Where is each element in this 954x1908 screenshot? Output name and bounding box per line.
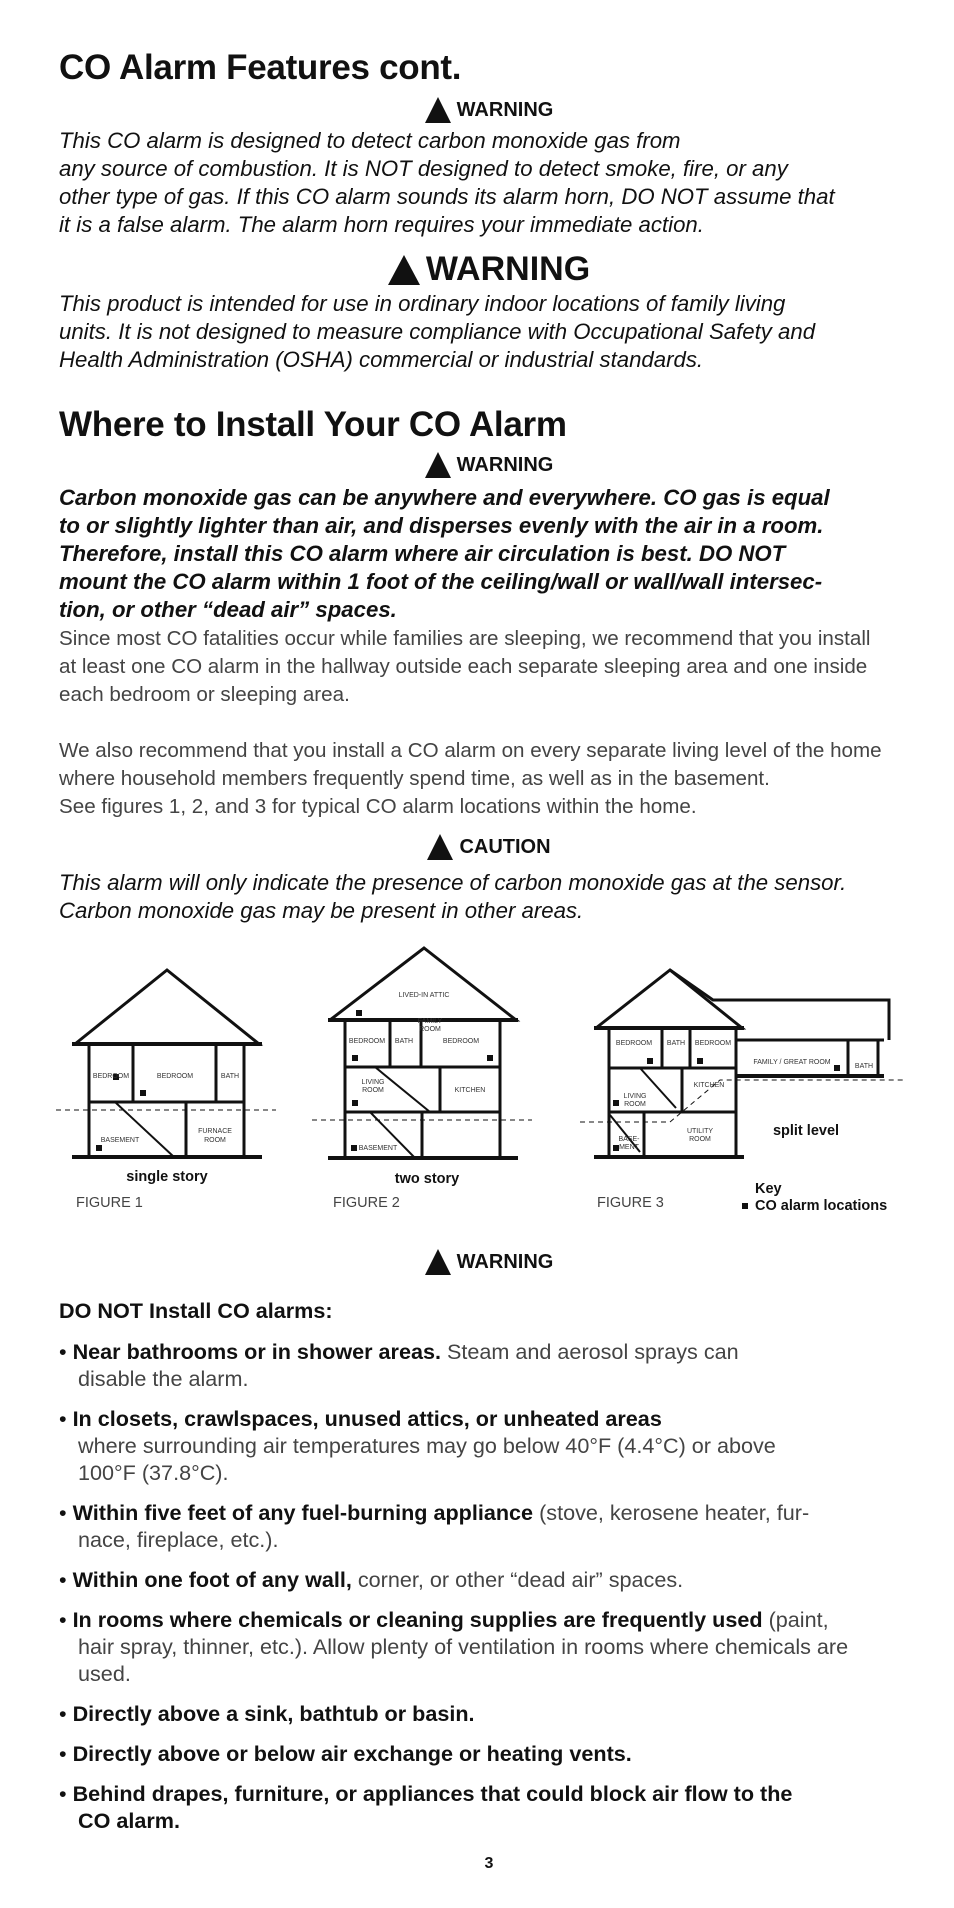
room-label: BEDROOM	[442, 1038, 480, 1045]
room-label: BEDROOM	[615, 1040, 653, 1047]
page-title: CO Alarm Features cont.	[59, 48, 462, 87]
figure-2-two-story	[312, 948, 532, 1158]
list-item: • Behind drapes, furniture, or appliances that could block air flow to the CO alarm.	[59, 1781, 793, 1833]
figure-caption: split level	[772, 1123, 840, 1139]
room-label: LIVING	[361, 1079, 385, 1086]
warning-triangle-icon	[388, 255, 420, 285]
room-label: BEDROOM	[92, 1073, 130, 1080]
room-label: BEDROOM	[348, 1038, 386, 1045]
do-not-install-heading: DO NOT Install CO alarms:	[59, 1298, 333, 1323]
list-item: • In closets, crawlspaces, unused attics, or unheated areas where surrounding air temperatures may go below 40°F (4.4°C) or above 100°F (37.8°C).	[59, 1406, 776, 1485]
section-title-install: Where to Install Your CO Alarm	[59, 405, 567, 444]
room-label: BEDROOM	[156, 1073, 194, 1080]
warning-heading-2: WARNING	[59, 250, 919, 289]
room-label: FAMILY / GREAT ROOM	[753, 1059, 831, 1066]
key-title: Key	[755, 1181, 782, 1197]
caution-heading: CAUTION	[59, 834, 919, 860]
key-marker-icon	[742, 1203, 748, 1209]
figure-label: FIGURE 1	[76, 1195, 143, 1211]
room-label: ROOM	[689, 1136, 711, 1143]
room-label: BASE-	[618, 1136, 640, 1143]
figure-caption: two story	[394, 1171, 460, 1187]
room-label: MENT	[619, 1144, 639, 1151]
key-item: CO alarm locations	[755, 1198, 888, 1214]
room-label: BEDROOM	[694, 1040, 732, 1047]
room-label: BATH	[666, 1040, 686, 1047]
room-label: BATH	[220, 1073, 240, 1080]
page-number: 3	[484, 1855, 494, 1872]
figure-1-single-story	[56, 970, 276, 1157]
room-label: UTILITY	[686, 1128, 714, 1135]
figure-label: FIGURE 3	[597, 1195, 664, 1211]
warning-triangle-icon	[425, 1249, 451, 1275]
warning-heading-1: WARNING	[59, 97, 919, 123]
room-label: ROOM	[624, 1101, 646, 1108]
list-item: • Within five feet of any fuel-burning appliance (stove, kerosene heater, fur- nace, fireplace, etc.).	[59, 1500, 810, 1552]
figure-label: FIGURE 2	[333, 1195, 400, 1211]
room-label: LIVED-IN ATTIC	[398, 992, 450, 999]
warning-text-1: This CO alarm is designed to detect carbon monoxide gas from any source of combustion. It is NOT designed to detect smoke, fire, or any other type of gas. If this CO alarm sounds its alarm horn, DO NOT assume that it is a false alarm. The alarm horn requires your immediate action.	[59, 128, 835, 237]
room-label: ROOM	[362, 1087, 384, 1094]
room-label: BASEMENT	[100, 1137, 140, 1144]
do-not-install-list	[59, 1338, 929, 1834]
room-label: KITCHEN	[454, 1087, 486, 1094]
room-label: BATH	[394, 1038, 414, 1045]
room-label: BASEMENT	[358, 1145, 398, 1152]
list-item: • Directly above or below air exchange or heating vents.	[59, 1741, 632, 1766]
list-item: • Near bathrooms or in shower areas. Steam and aerosol sprays can disable the alarm.	[59, 1339, 739, 1391]
room-label: KITCHEN	[693, 1082, 725, 1089]
warning-text-2: This product is intended for use in ordinary indoor locations of family living units. It is not designed to measure compliance with Occupational Safety and Health Administration (OSHA) commercial or industrial standards.	[59, 291, 816, 372]
warning-triangle-icon	[425, 452, 451, 478]
warning-heading-4: WARNING	[59, 1249, 919, 1275]
room-label: FURNACE	[198, 1128, 232, 1135]
house-figures	[0, 940, 954, 1240]
list-item: • In rooms where chemicals or cleaning supplies are frequently used (paint, hair spray, thinner, etc.). Allow plenty of ventilation in rooms where chemicals are used.	[59, 1607, 849, 1686]
warning-heading-3: WARNING	[59, 452, 919, 478]
warning-triangle-icon	[425, 97, 451, 123]
room-label: ROOM	[204, 1137, 226, 1144]
room-label: LIVING	[623, 1093, 647, 1100]
list-item: • Within one foot of any wall, corner, or other “dead air” spaces.	[59, 1567, 684, 1592]
paragraph-living-levels: We also recommend that you install a CO alarm on every separate living level of the home where household members frequently spend time, as well as in the basement. See figures 1, 2, and 3 for typical CO alarm locations within the home.	[59, 739, 882, 818]
room-label: FAMILY	[417, 1018, 443, 1025]
caution-text: This alarm will only indicate the presence of carbon monoxide gas at the sensor. Carbon monoxide gas may be present in other areas.	[59, 870, 847, 923]
paragraph-sleeping-areas: Since most CO fatalities occur while families are sleeping, we recommend that you install at least one CO alarm in the hallway outside each separate sleeping area and one inside each bedroom or sleeping area.	[59, 627, 871, 706]
list-item: • Directly above a sink, bathtub or basin.	[59, 1701, 475, 1726]
figure-caption: single story	[126, 1169, 208, 1185]
room-label: ROOM	[419, 1026, 441, 1033]
warning-text-3: Carbon monoxide gas can be anywhere and everywhere. CO gas is equal to or slightly lighter than air, and disperses evenly with the air in a room. Therefore, install this CO alarm where air circulation is best. DO NOT mount the CO alarm within 1 foot of the ceiling/wall or wall/wall intersec- tion, or other “dead air” spaces.	[59, 485, 830, 622]
warning-triangle-icon	[427, 834, 453, 860]
room-label: BATH	[854, 1063, 874, 1070]
